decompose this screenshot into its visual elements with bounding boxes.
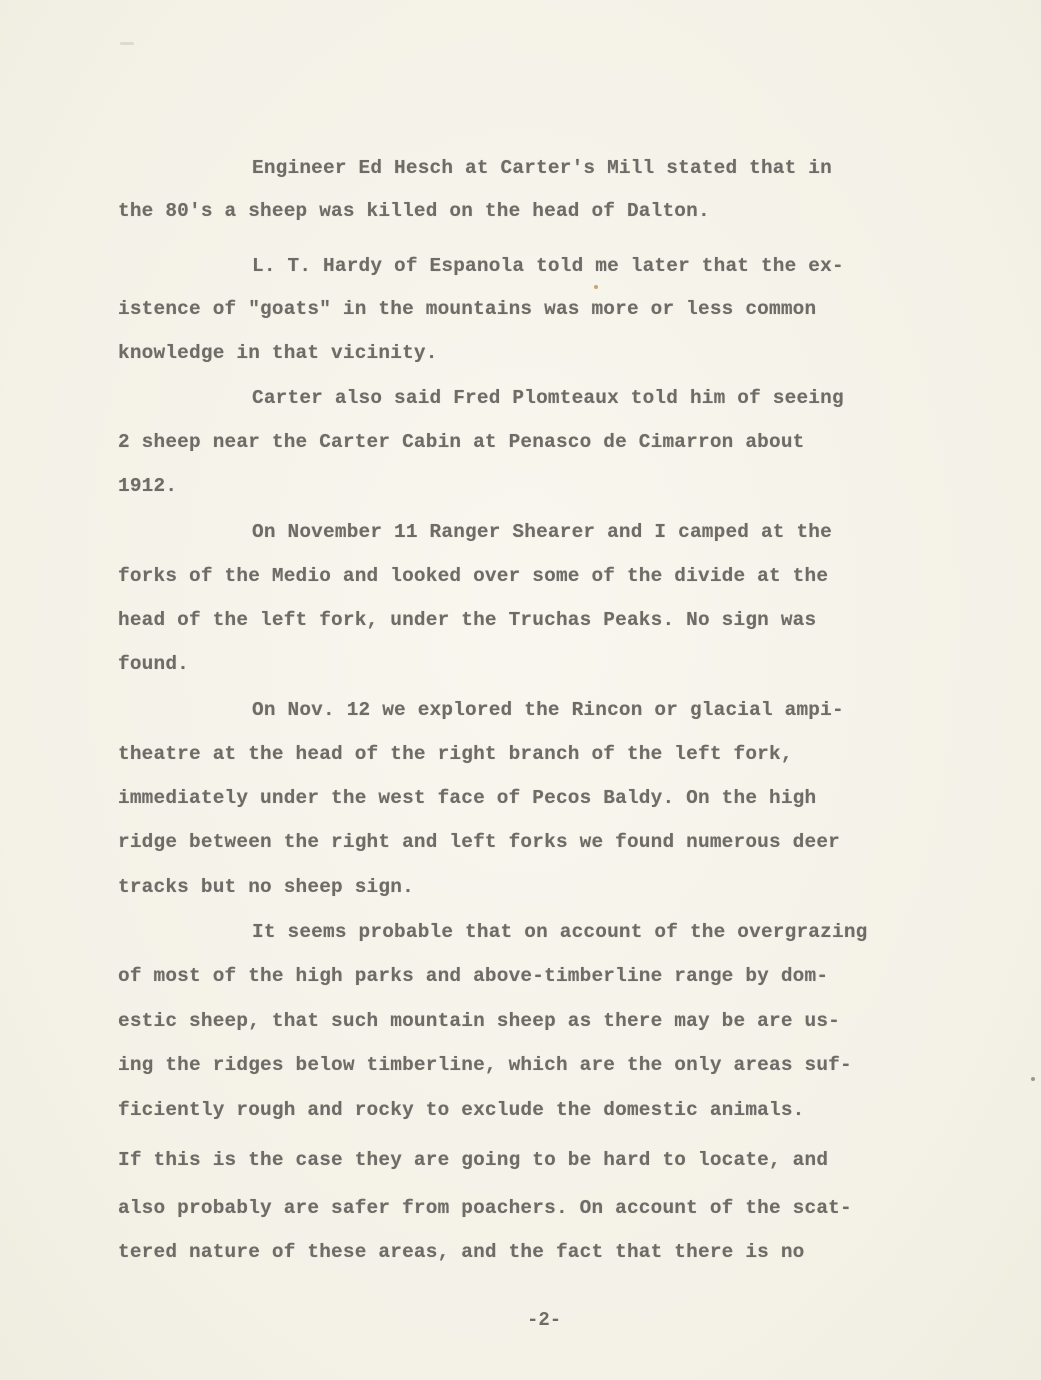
- text-line: knowledge in that vicinity.: [118, 342, 438, 364]
- text-line: tered nature of these areas, and the fact that there is no: [118, 1241, 805, 1263]
- text-line: the 80's a sheep was killed on the head of Dalton.: [118, 200, 710, 222]
- text-line: head of the left fork, under the Truchas Peaks. No sign was: [118, 609, 817, 631]
- text-line: ficiently rough and rocky to exclude the domestic animals.: [118, 1099, 805, 1121]
- text-line: If this is the case they are going to be hard to locate, and: [118, 1149, 829, 1171]
- text-line: On November 11 Ranger Shearer and I camped at the: [252, 521, 832, 543]
- text-line: It seems probable that on account of the overgrazing: [252, 921, 868, 943]
- text-line: istence of "goats" in the mountains was more or less common: [118, 298, 817, 320]
- ink-speck: [1031, 1077, 1035, 1081]
- text-line: Carter also said Fred Plomteaux told him of seeing: [252, 387, 844, 409]
- text-line: estic sheep, that such mountain sheep as there may be are us-: [118, 1010, 841, 1032]
- text-line: Engineer Ed Hesch at Carter's Mill stated that in: [252, 157, 832, 179]
- text-line: found.: [118, 653, 190, 675]
- text-line: On Nov. 12 we explored the Rincon or glacial ampi-: [252, 699, 844, 721]
- text-line: also probably are safer from poachers. On account of the scat-: [118, 1197, 852, 1219]
- text-line: of most of the high parks and above-timberline range by dom-: [118, 965, 829, 987]
- text-line: immediately under the west face of Pecos Baldy. On the high: [118, 787, 817, 809]
- page-number: -2-: [527, 1309, 562, 1331]
- text-line: forks of the Medio and looked over some of the divide at the: [118, 565, 829, 587]
- text-line: tracks but no sheep sign.: [118, 876, 414, 898]
- text-line: ridge between the right and left forks we found numerous deer: [118, 831, 841, 853]
- ink-speck: [120, 42, 134, 45]
- ink-speck: [594, 285, 598, 289]
- text-line: L. T. Hardy of Espanola told me later that the ex-: [252, 255, 844, 277]
- text-line: ing the ridges below timberline, which are the only areas suf-: [118, 1054, 852, 1076]
- text-line: theatre at the head of the right branch of the left fork,: [118, 743, 793, 765]
- text-line: 1912.: [118, 475, 178, 497]
- text-line: 2 sheep near the Carter Cabin at Penasco de Cimarron about: [118, 431, 805, 453]
